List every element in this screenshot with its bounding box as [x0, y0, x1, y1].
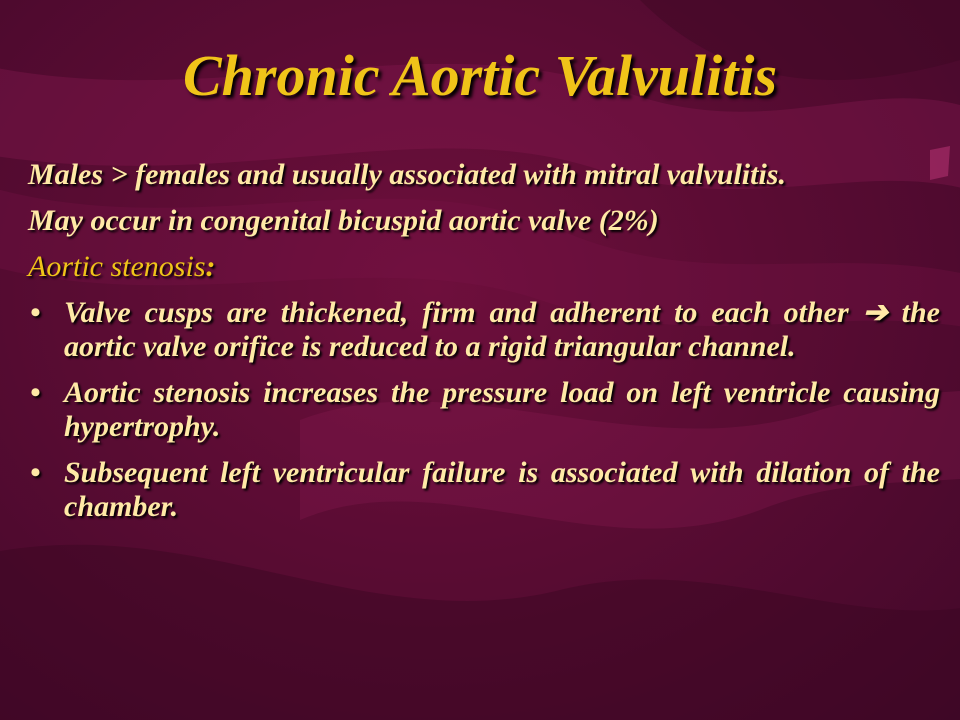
- slide-body: [28, 158, 940, 536]
- bullet-icon: •: [30, 376, 41, 409]
- section-heading: [28, 250, 940, 284]
- bullet-text: Valve cusps are thickened, firm and adherent to each other: [64, 296, 863, 329]
- bullet-icon: •: [30, 456, 41, 489]
- paragraph-males-females: Males > females and usually associated with mitral valvulitis.: [28, 158, 786, 191]
- bullet-icon: •: [30, 296, 41, 329]
- section-heading-label: Aortic stenosis: [28, 250, 206, 283]
- stenosis-bullet-list: [28, 296, 940, 524]
- section-heading-colon: :: [205, 250, 216, 283]
- bullet-text: Aortic stenosis increases the pressure load on left ventricle causing hypertrophy.: [64, 376, 940, 443]
- paragraph-bicuspid: May occur in congenital bicuspid aortic valve (2%): [28, 204, 659, 237]
- bullet-item-ventricular-failure: [28, 456, 940, 524]
- bullet-text: Subsequent left ventricular failure is associated with dilation of the chamber.: [64, 456, 940, 523]
- right-arrow-icon: ➔: [862, 296, 888, 329]
- slide-title: Chronic Aortic Valvulitis: [182, 43, 778, 108]
- bullet-item-pressure-load: [28, 376, 940, 444]
- bullet-text-continued: the aortic valve orifice is reduced to a rigid triangular channel.: [64, 296, 940, 363]
- bullet-item-valve-cusps: [28, 296, 940, 364]
